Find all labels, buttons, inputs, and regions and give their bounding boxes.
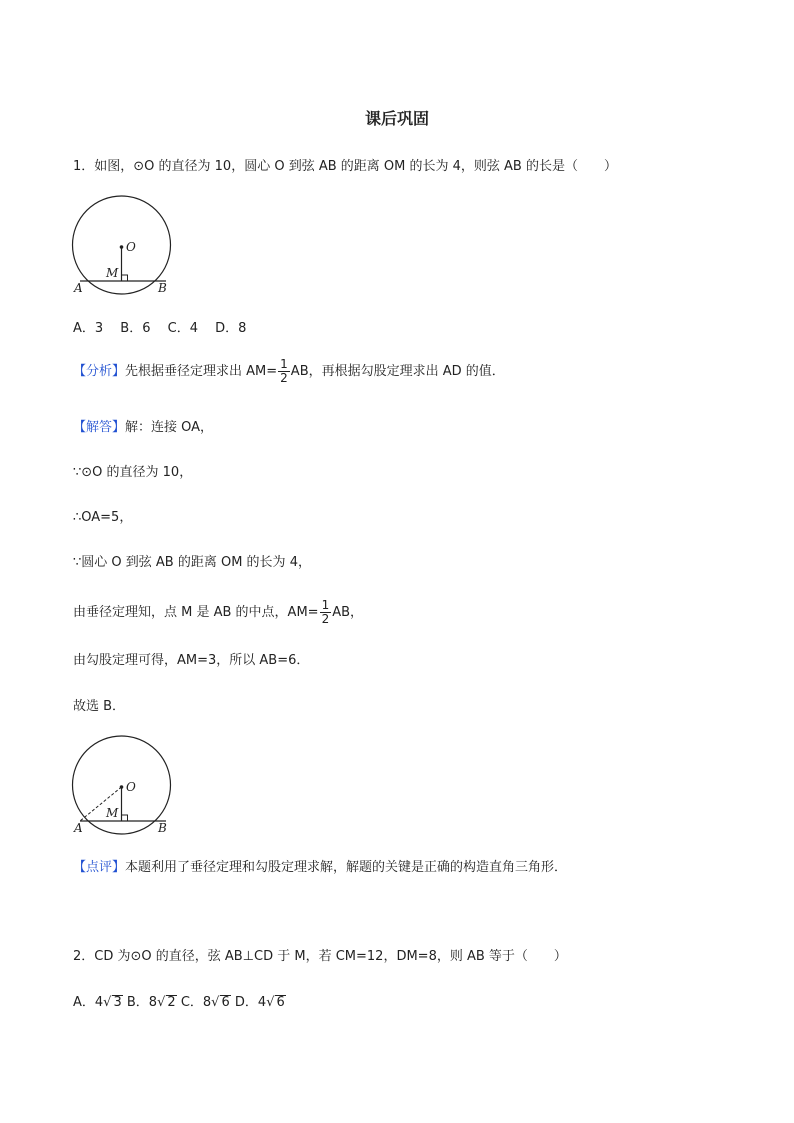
q2-option-d: D．4 <box>234 995 267 1010</box>
radical-sign: √ <box>103 995 112 1010</box>
q2-option-c-radicand: 6 <box>221 995 230 1010</box>
label-a: A <box>74 281 83 295</box>
frac-num: 1 <box>280 357 288 371</box>
q1-solution-figure <box>68 735 183 840</box>
sol-line-3: ∴OA=5， <box>73 510 133 525</box>
q1-comment <box>73 858 567 878</box>
analysis-post: AB，再根据勾股定理求出 AD 的值． <box>290 364 505 379</box>
fraction-half <box>278 358 290 385</box>
label-b: B <box>158 281 167 295</box>
sol-line-7: 故选 B． <box>73 699 126 714</box>
label-a-2: A <box>74 821 83 835</box>
frac-num-2: 1 <box>321 598 330 612</box>
analysis-pre: 先根据垂径定理求出 AM= <box>125 364 278 379</box>
right-angle-mark-2 <box>122 815 128 821</box>
q2-option-a: A．4 <box>73 995 104 1010</box>
q1-stem: 1．如图，⊙O 的直径为 10，圆心 O 到弦 AB 的距离 OM 的长为 4，则弦 AB 的长是（ ） <box>73 159 617 174</box>
label-o: O <box>126 240 136 254</box>
sol-line-5 <box>73 599 363 626</box>
center-point <box>120 245 124 249</box>
fraction-half-2 <box>320 599 332 626</box>
q2-options <box>73 993 286 1013</box>
right-angle-mark <box>122 275 128 281</box>
sol-line-4: ∵圆心 O 到弦 AB 的距离 OM 的长为 4， <box>73 555 311 570</box>
q2-option-b-radicand: 2 <box>167 995 176 1010</box>
q1-solution <box>73 418 213 438</box>
sol-line-5-pre: 由垂径定理知，点 M 是 AB 的中点，AM= <box>73 605 319 620</box>
solution-tag: 【解答】 <box>73 420 126 435</box>
radical-sign: √ <box>266 995 275 1010</box>
label-o-2: O <box>126 780 136 794</box>
q2-stem: 2．CD 为⊙O 的直径，弦 AB⊥CD 于 M，若 CM=12，DM=8，则 AB 等于（ ） <box>73 949 567 964</box>
q2-option-a-radicand: 3 <box>113 995 122 1010</box>
sol-line-6: 由勾股定理可得，AM=3，所以 AB=6． <box>73 653 310 668</box>
label-m: M <box>106 266 119 280</box>
comment-text: 本题利用了垂径定理和勾股定理求解，解题的关键是正确的构造直角三角形． <box>125 860 568 875</box>
frac-den: 2 <box>280 371 288 385</box>
label-b-2: B <box>158 821 167 835</box>
label-m-2: M <box>106 806 119 820</box>
center-point-2 <box>120 785 124 789</box>
sol-line-2: ∵⊙O 的直径为 10， <box>73 465 193 480</box>
q2-option-d-radicand: 6 <box>276 995 285 1010</box>
q2-option-b: B．8 <box>126 995 158 1010</box>
radical-sign: √ <box>157 995 166 1010</box>
comment-tag: 【点评】 <box>73 860 126 875</box>
q1-options: A．3 B．6 C．4 D．8 <box>73 321 247 336</box>
q2-option-c: C．8 <box>180 995 212 1010</box>
radical-sign: √ <box>211 995 220 1010</box>
sol-line-5-post: AB， <box>332 605 364 620</box>
solution-first: 解：连接 OA， <box>125 420 214 435</box>
q1-figure <box>68 195 183 300</box>
q1-analysis <box>73 358 505 385</box>
frac-den-2: 2 <box>321 612 330 626</box>
analysis-tag: 【分析】 <box>73 364 126 379</box>
page-title: 课后巩固 <box>364 109 429 128</box>
